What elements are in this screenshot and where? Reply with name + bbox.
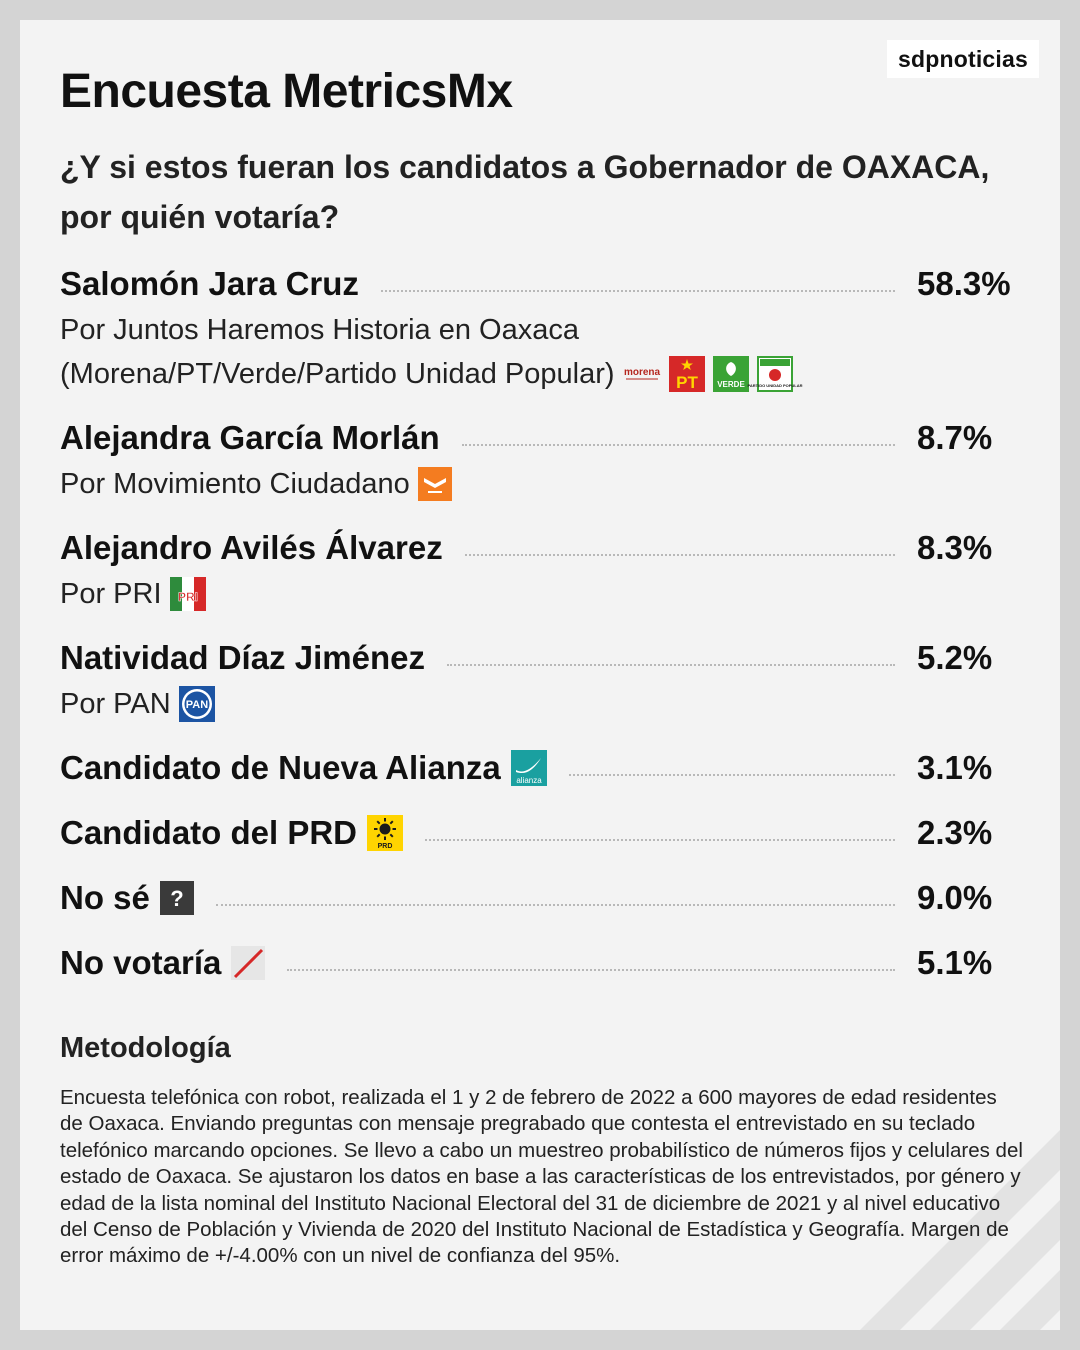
- movimiento-ciudadano-logo-icon: [418, 467, 452, 501]
- prd-logo-text: PRD: [377, 843, 393, 850]
- pan-logo-icon: [179, 686, 215, 722]
- candidate-percent: 5.1%: [917, 944, 993, 981]
- result-row: [60, 878, 1015, 918]
- pri-logo-icon: [170, 577, 206, 611]
- candidate-percent: 2.3%: [917, 814, 993, 851]
- pan-logo-text: PAN: [185, 699, 208, 711]
- poll-card: [20, 20, 1060, 1330]
- dotted-leader: [381, 290, 895, 292]
- party-label: Por Movimiento Ciudadano: [60, 467, 410, 500]
- candidate-party: [60, 686, 215, 722]
- result-row: [60, 418, 1015, 458]
- morena-logo-text: morena: [623, 367, 660, 378]
- prd-logo-icon: [367, 815, 403, 851]
- name-group: [60, 813, 403, 853]
- result-row: [60, 748, 1015, 788]
- name-group: [60, 943, 265, 983]
- candidate-coalition: [60, 312, 579, 348]
- dotted-leader: [465, 554, 895, 556]
- result-row: [60, 638, 1015, 678]
- name-group: [60, 528, 443, 568]
- pt-logo-text: PT: [675, 373, 698, 392]
- pt-logo-icon: [669, 356, 705, 392]
- name-group: [60, 264, 359, 304]
- dotted-leader: [447, 664, 895, 666]
- name-group: [60, 638, 425, 678]
- verde-logo-icon: [713, 356, 749, 392]
- svg-text:?: ?: [170, 886, 184, 911]
- name-group: [60, 418, 440, 458]
- candidate-percent: 5.2%: [917, 639, 993, 676]
- coalition-label: Por Juntos Haremos Historia en Oaxaca: [60, 313, 579, 346]
- candidate-parties: [60, 356, 803, 392]
- dotted-leader: [569, 774, 895, 776]
- dotted-leader: [216, 904, 895, 906]
- poll-question: ¿Y si estos fueran los candidatos a Gobernador de OAXACA, por quién votaría?: [60, 149, 990, 235]
- no-vote-slash-icon: [231, 946, 265, 980]
- name-group: [60, 878, 194, 918]
- methodology-title: Metodología: [60, 1032, 231, 1064]
- candidate-name: Alejandra García Morlán: [60, 419, 440, 456]
- candidate-percent: 8.7%: [917, 419, 993, 456]
- candidate-name: No votaría: [60, 944, 222, 981]
- name-group: [60, 748, 547, 788]
- party-label: Por PAN: [60, 687, 171, 720]
- verde-logo-text: VERDE: [716, 380, 745, 389]
- methodology-text: Encuesta telefónica con robot, realizada el 1 y 2 de febrero de 2022 a 600 mayores de edad residentes de Oaxaca. Enviando preguntas con mensaje pregrabado que contesta el entrevistado en su teclado telefónico marcando opciones. Se llevo a cabo un muestreo probabilístico de números fijos y celulares del estado de Oaxaca. Se ajustaron los datos en base a las características de los entrevistados, por género y edad de la lista nominal del Instituto Nacional Electoral del 31 de diciembre de 2021 y al nivel educativo del Censo de Población y Vivienda de 2020 del Instituto Nacional de Estadística y Geografía. Margen de error máximo de +/-4.00% con un nivel de confianza del 95%.: [60, 1086, 1023, 1268]
- candidate-name: Natividad Díaz Jiménez: [60, 639, 425, 676]
- question-mark-icon: [160, 881, 194, 915]
- nueva-alianza-logo-icon: [511, 750, 547, 786]
- candidate-percent: 3.1%: [917, 749, 993, 786]
- candidate-name: Salomón Jara Cruz: [60, 265, 359, 302]
- candidate-party: [60, 576, 206, 612]
- nueva-alianza-logo-text: alianza: [516, 776, 542, 785]
- unidad-popular-logo-text: PARTIDO UNIDAD POPULAR: [746, 383, 803, 388]
- candidate-party: [60, 466, 452, 502]
- morena-logo-icon: [623, 363, 661, 385]
- candidate-percent: 8.3%: [917, 529, 993, 566]
- unidad-popular-logo-icon: [746, 356, 803, 392]
- dotted-leader: [287, 969, 895, 971]
- brand-logo: sdpnoticias: [887, 40, 1039, 78]
- candidate-name: Candidato del PRD: [60, 814, 358, 851]
- parties-label: (Morena/PT/Verde/Partido Unidad Popular): [60, 357, 615, 390]
- result-row: [60, 528, 1015, 568]
- candidate-name: Alejandro Avilés Álvarez: [60, 529, 443, 566]
- candidate-percent: 58.3%: [917, 265, 1011, 302]
- party-label: Por PRI: [60, 577, 162, 610]
- result-row: [60, 813, 1015, 853]
- candidate-name: Candidato de Nueva Alianza: [60, 749, 501, 786]
- dotted-leader: [425, 839, 895, 841]
- candidate-name: No sé: [60, 879, 150, 916]
- page-title: Encuesta MetricsMx: [60, 65, 513, 118]
- result-row: [60, 943, 1015, 983]
- result-row: [60, 264, 1015, 304]
- pri-logo-text: PRI: [177, 590, 198, 604]
- candidate-percent: 9.0%: [917, 879, 993, 916]
- dotted-leader: [462, 444, 895, 446]
